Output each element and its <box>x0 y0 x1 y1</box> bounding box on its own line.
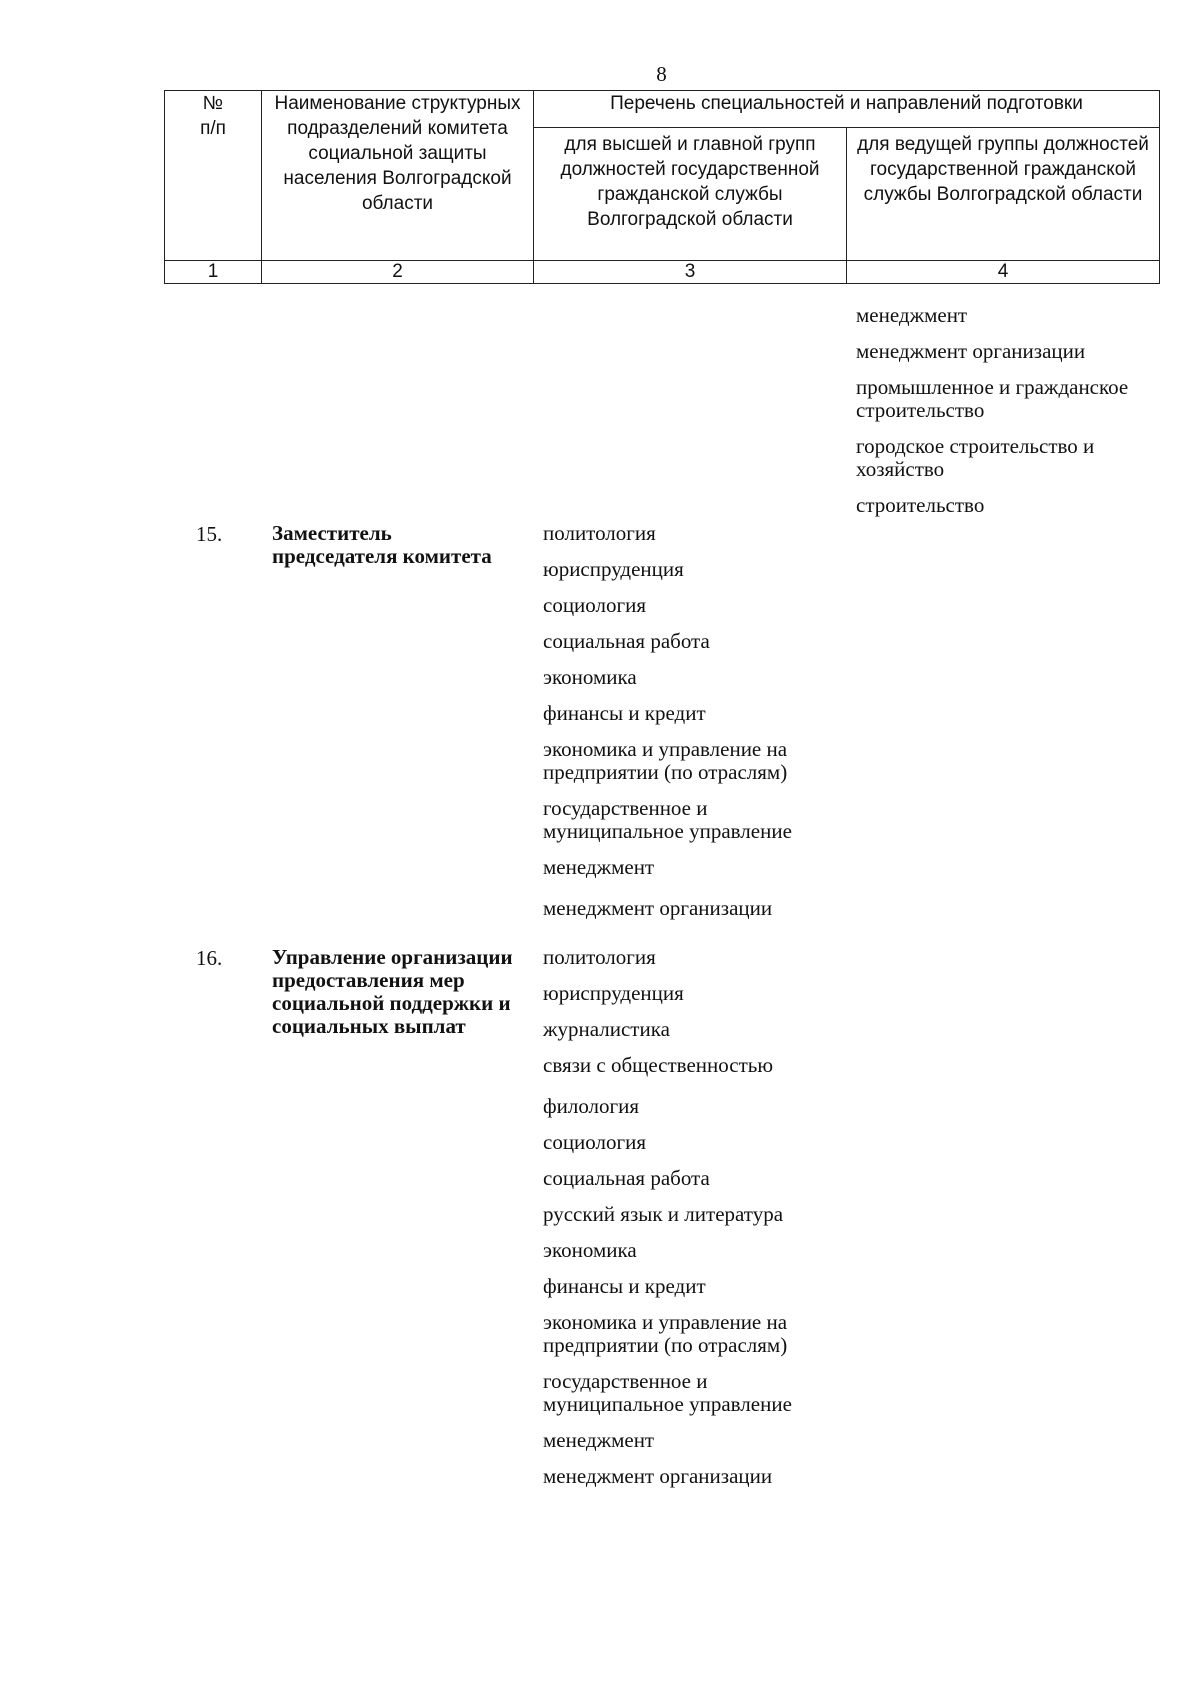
header-number-2: 2 <box>262 261 534 284</box>
list-item: менеджмент <box>856 303 968 327</box>
list-item: журналистика <box>543 1017 670 1041</box>
specialty-list <box>543 522 843 933</box>
list-item: менеджмент <box>543 1428 655 1452</box>
list-item: строительство <box>856 493 985 517</box>
list-item: социальная работа <box>543 629 710 653</box>
header-col-senior: для высшей и главной групп должностей государственной гражданской службы Волгоградской области <box>534 128 847 261</box>
list-item: социология <box>543 593 647 617</box>
header-number-1: 1 <box>165 261 262 284</box>
header-number-4: 4 <box>847 261 1160 284</box>
header-number-3: 3 <box>534 261 847 284</box>
list-item: связи с общественностью <box>543 1053 774 1077</box>
list-item: юриспруденция <box>543 557 684 581</box>
list-item: социология <box>543 1130 647 1154</box>
entry-name: Заместитель председателя комитета <box>272 521 492 568</box>
header-col-leading: для ведущей группы должностей государственной гражданской службы Волгоградской области <box>847 128 1160 261</box>
list-item: экономика и управление на предприятии (по отраслям) <box>543 737 788 784</box>
entry-number: 16. <box>196 946 223 970</box>
list-item: социальная работа <box>543 1166 710 1190</box>
header-number-row <box>165 261 1160 284</box>
entry-number: 15. <box>196 522 223 546</box>
list-item: экономика и управление на предприятии (по отраслям) <box>543 1310 788 1357</box>
continuation-list <box>856 304 1156 530</box>
list-item: государственное и муниципальное управление <box>543 796 792 843</box>
list-item: русский язык и литература <box>543 1202 784 1226</box>
specialty-list <box>543 946 843 1501</box>
page-number: 8 <box>656 62 667 86</box>
list-item: экономика <box>543 1238 637 1262</box>
list-item: менеджмент организации <box>543 1464 773 1488</box>
header-col-name: Наименование структурных подразделений комитета социальной защиты населения Волгоградской области <box>262 91 534 261</box>
header-col-specialties-group: Перечень специальностей и направлений подготовки <box>534 91 1160 128</box>
list-item: финансы и кредит <box>543 701 706 725</box>
list-item: менеджмент организации <box>543 896 773 920</box>
list-item: экономика <box>543 665 637 689</box>
list-item: филология <box>543 1094 640 1118</box>
header-col-number: № п/п <box>165 91 262 261</box>
list-item: менеджмент <box>543 855 655 879</box>
list-item: юриспруденция <box>543 981 684 1005</box>
header-table <box>164 90 1160 284</box>
header-row-1 <box>165 91 1160 128</box>
list-item: финансы и кредит <box>543 1274 706 1298</box>
entry-name: Управление организации предоставления мер социальной поддержки и социальных выплат <box>272 945 513 1038</box>
list-item: политология <box>543 521 656 545</box>
list-item: городское строительство и хозяйство <box>856 434 1095 481</box>
list-item: государственное и муниципальное управление <box>543 1369 792 1416</box>
list-item: политология <box>543 945 656 969</box>
list-item: промышленное и гражданское строительство <box>856 375 1129 422</box>
list-item: менеджмент организации <box>856 339 1086 363</box>
